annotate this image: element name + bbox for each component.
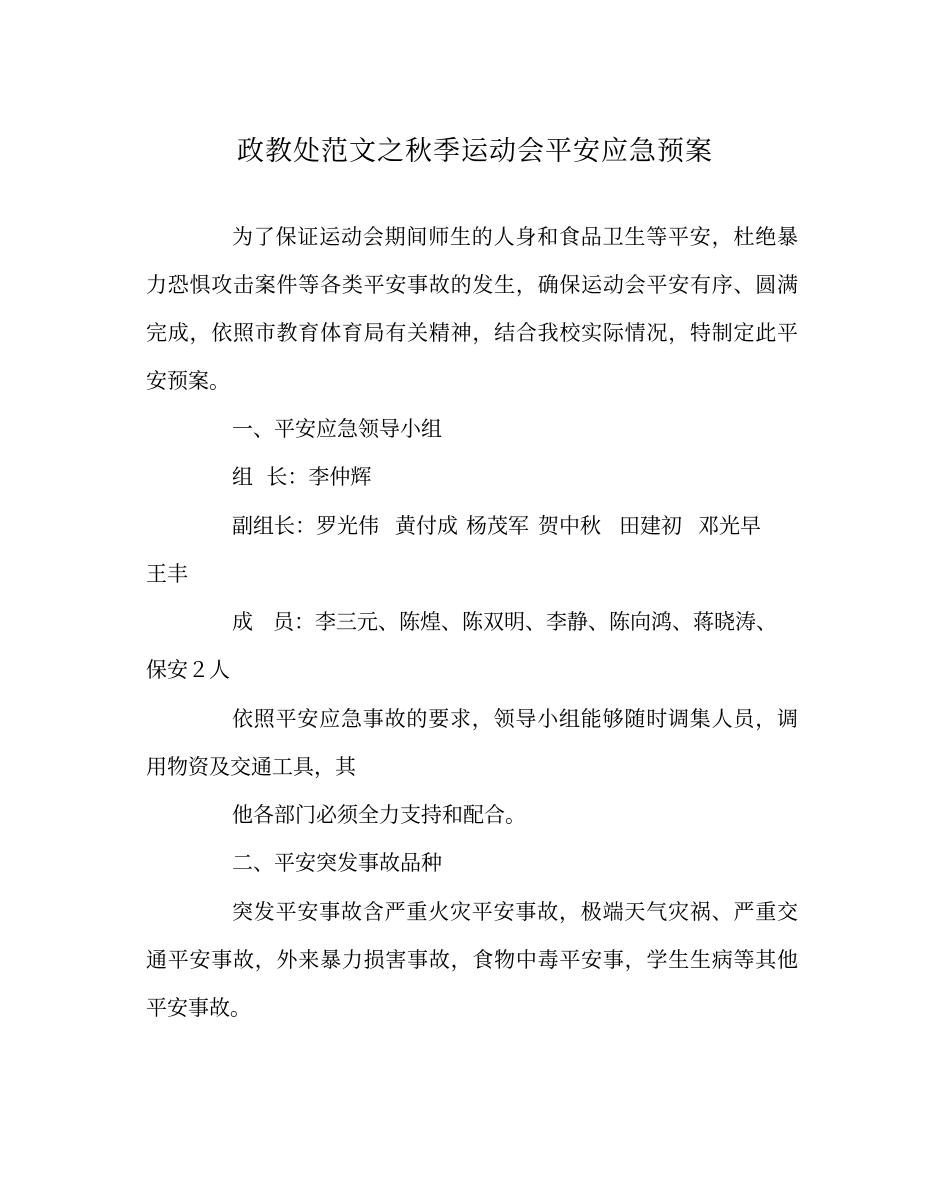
intro-line-2: 力恐惧攻击案件等各类平安事故的发生，确保运动会平安有序、圆满 <box>146 273 798 297</box>
members-line-2: 保安２人 <box>146 658 230 682</box>
section1-heading: 一、平安应急领导小组 <box>232 417 442 441</box>
deputy-row <box>232 511 761 541</box>
members-row <box>232 607 777 637</box>
deputy-name: 田建初 <box>619 514 682 538</box>
section1-para-line-1: 依照平安应急事故的要求，领导小组能够随时调集人员，调 <box>232 707 798 731</box>
members-list: 李三元、陈煌、陈双明、李静、陈向鸿、蒋晓涛、 <box>315 610 778 634</box>
document-title: 政教处范文之秋季运动会平安应急预案 <box>237 136 713 167</box>
section1-para-line-3: 他各部门必须全力支持和配合。 <box>232 803 526 827</box>
intro-line-1: 为了保证运动会期间师生的人身和食品卫生等平安，杜绝暴 <box>232 225 798 249</box>
section2-line-1: 突发平安事故含严重火灾平安事故，极端天气灾祸、严重交 <box>232 900 798 924</box>
deputy-name: 杨茂军 <box>466 514 529 538</box>
leader-row <box>232 462 371 492</box>
deputy-label: 副组长： <box>232 514 316 538</box>
leader-name: 李仲辉 <box>308 465 372 489</box>
leader-label: 组 长： <box>232 465 309 489</box>
section1-para-line-2: 用物资及交通工具，其 <box>146 755 356 779</box>
intro-line-3: 完成，依照市教育体育局有关精神，结合我校实际情况，特制定此平 <box>146 321 798 345</box>
section2-heading: 二、平安突发事故品种 <box>232 851 442 875</box>
members-label: 成 员： <box>232 610 316 634</box>
intro-line-4: 安预案。 <box>146 369 230 393</box>
deputy-name: 贺中秋 <box>538 514 601 538</box>
deputy-name: 邓光早 <box>698 514 761 538</box>
deputy-overflow: 王丰 <box>146 562 188 586</box>
section2-line-2: 通平安事故，外来暴力损害事故，食物中毒平安事，学生生病等其他 <box>146 948 798 972</box>
section2-line-3: 平安事故。 <box>146 996 251 1020</box>
deputy-name: 黄付成 <box>395 514 458 538</box>
deputy-name: 罗光伟 <box>316 514 379 538</box>
